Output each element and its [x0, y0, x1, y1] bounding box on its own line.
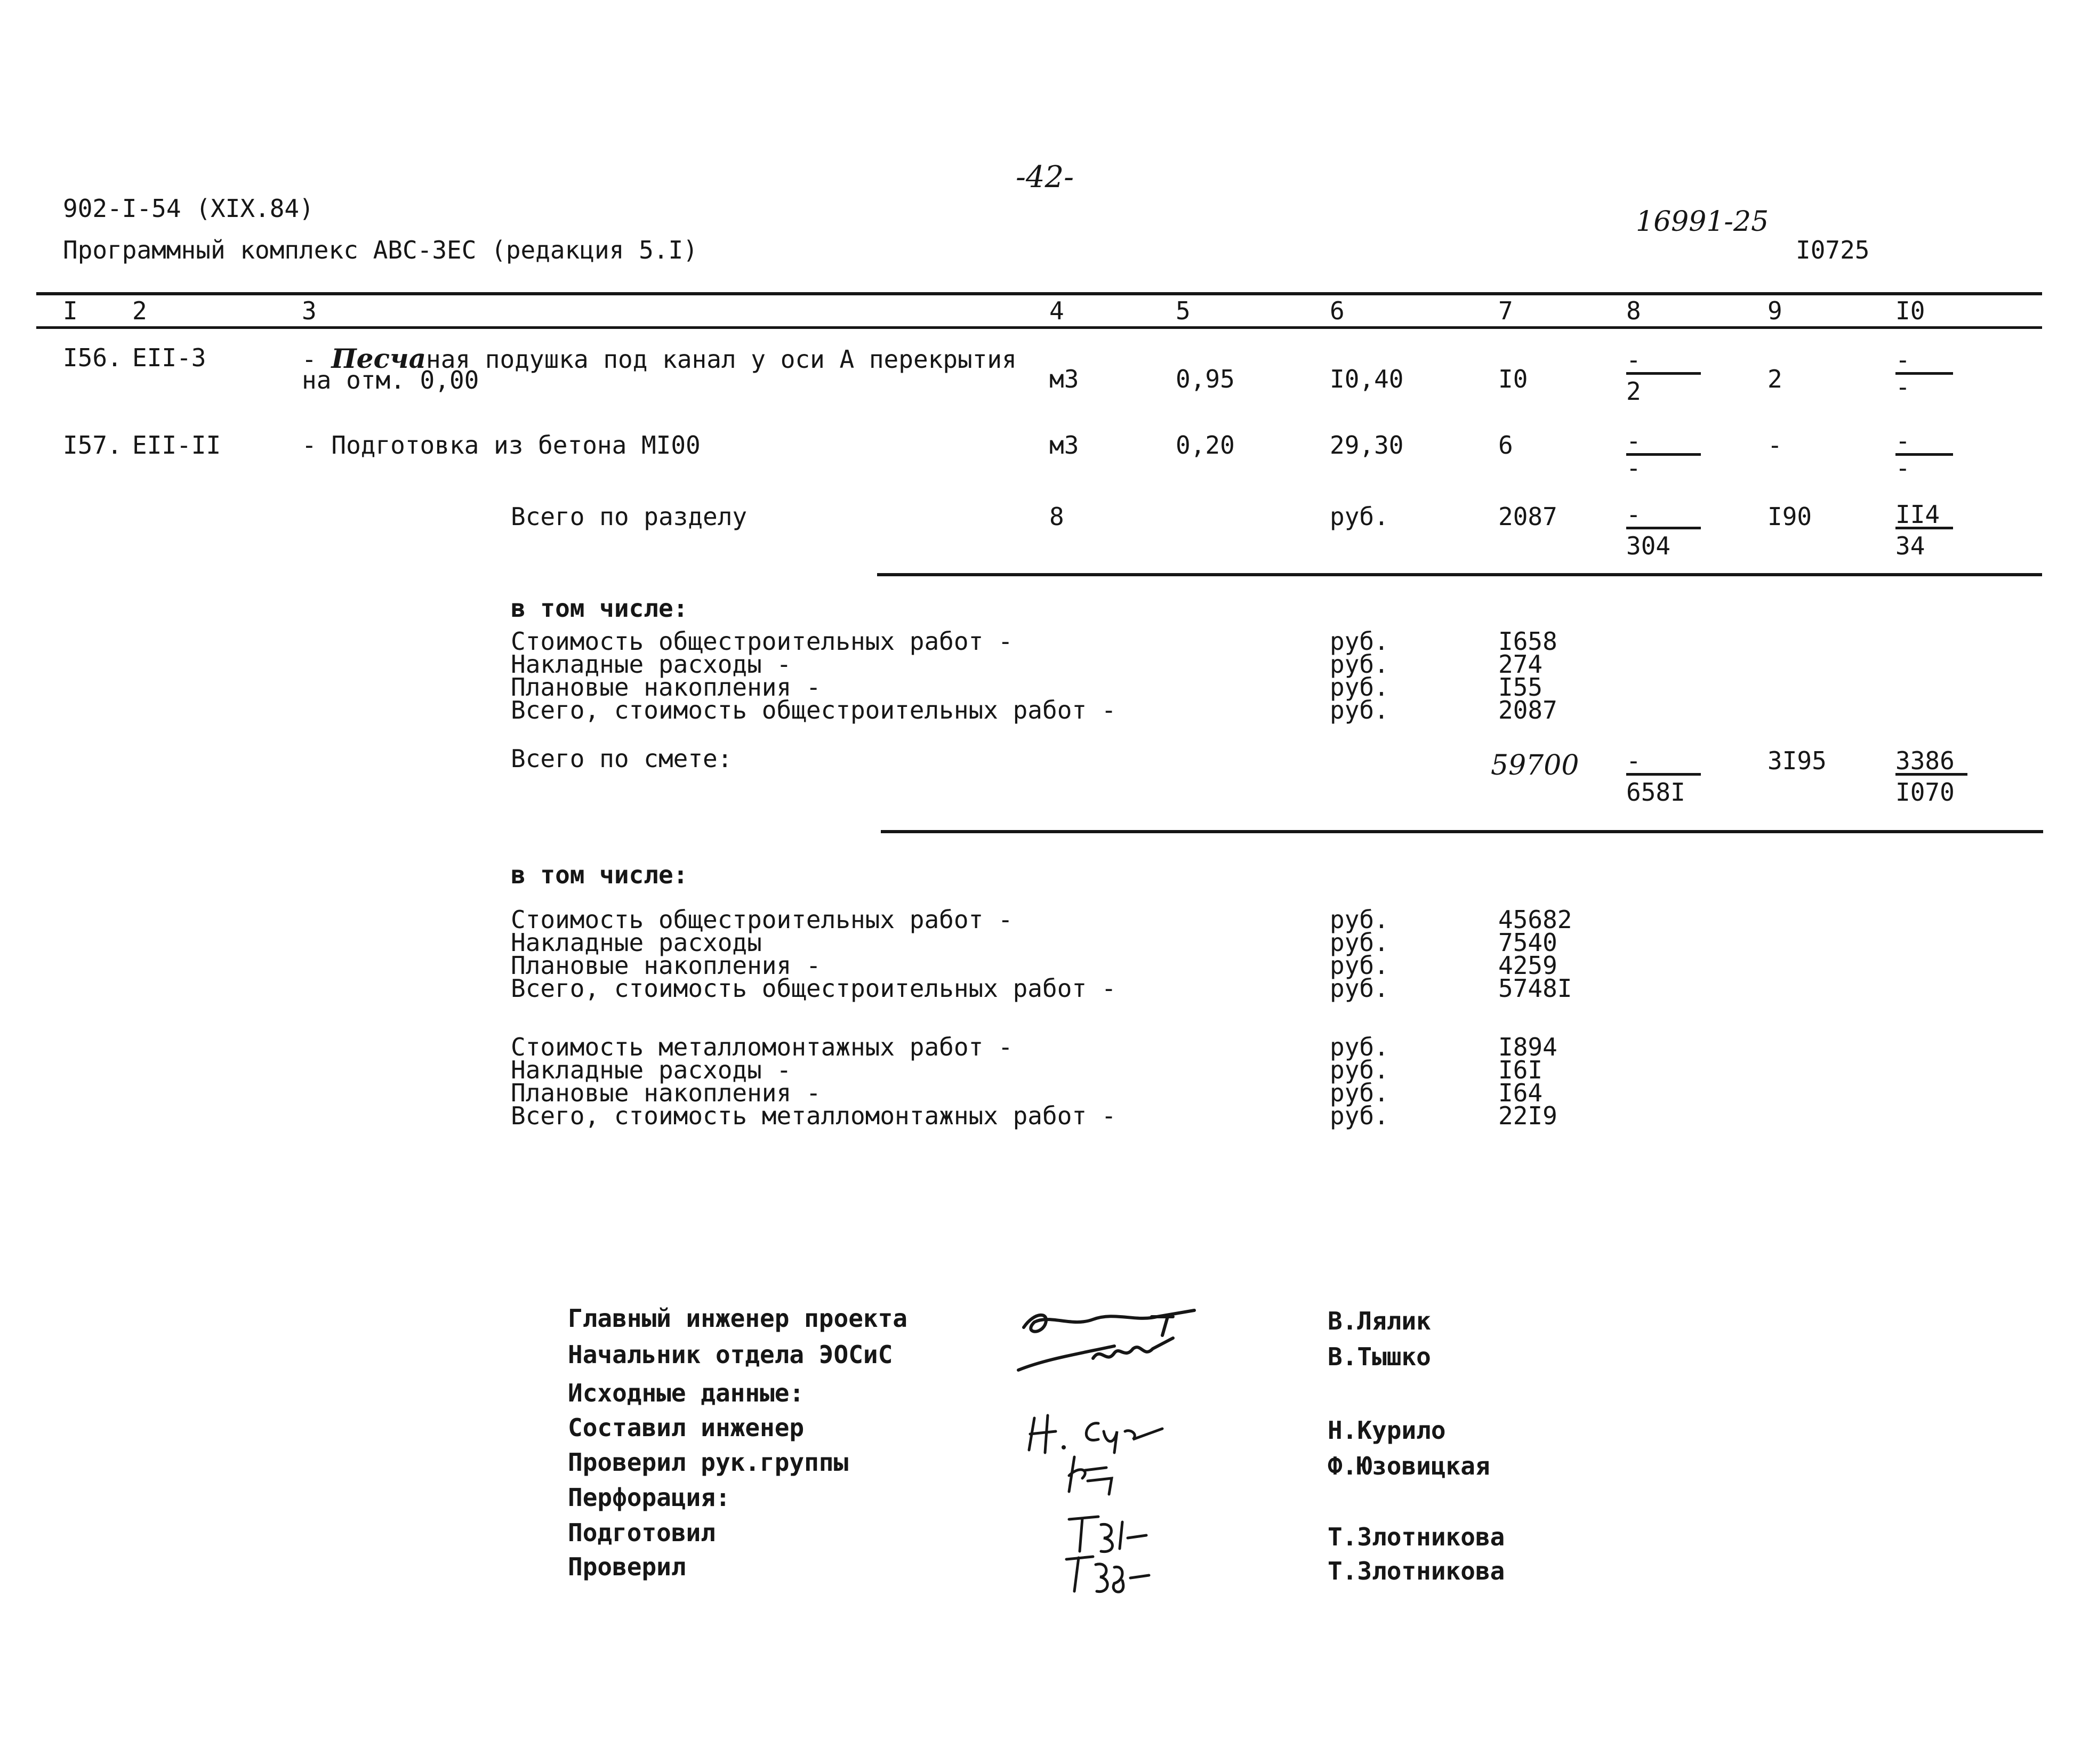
- page-number: -42-: [1016, 160, 1074, 195]
- estimate-total-rule: [881, 830, 2043, 833]
- row-unit-price: 29,30: [1330, 431, 1404, 460]
- row-col9: 2: [1767, 365, 1782, 393]
- signature-role: Перфорация:: [568, 1483, 730, 1512]
- breakdown-value: 274: [1498, 650, 1543, 679]
- signature-role: Составил инженер: [568, 1413, 805, 1442]
- breakdown-value: 22I9: [1498, 1101, 1557, 1130]
- column-header: 5: [1176, 296, 1191, 325]
- estimate-total-col8-fraction: - 658I: [1626, 748, 1701, 804]
- column-header: 4: [1049, 296, 1064, 325]
- breakdown-value: I6I: [1498, 1056, 1543, 1084]
- section-total-rule: [877, 573, 2042, 576]
- column-header: 7: [1498, 296, 1513, 325]
- breakdown-unit: руб.: [1330, 696, 1389, 724]
- document-number: I0725: [1796, 236, 1870, 264]
- estimate-breakdown-heading: в том числе:: [511, 860, 688, 889]
- breakdown-label: Всего, стоимость металломонтажных работ -: [511, 1101, 1116, 1130]
- row-quantity: 0,20: [1176, 431, 1235, 460]
- signature-name: Ф.Юзовицкая: [1328, 1452, 1490, 1480]
- row-number: I56.: [63, 343, 122, 372]
- breakdown-label: Стоимость общестроительных работ -: [511, 905, 1013, 934]
- row-description: - Песчаная подушка под канал у оси А перекрытия: [302, 343, 1017, 374]
- breakdown-unit: руб.: [1330, 905, 1389, 934]
- column-header: 3: [302, 296, 317, 325]
- breakdown-unit: руб.: [1330, 1101, 1389, 1130]
- breakdown-label: Плановые накопления -: [511, 951, 821, 980]
- breakdown-label: Всего, стоимость общестроительных работ -: [511, 974, 1116, 1003]
- signature-role: Исходные данные:: [568, 1379, 805, 1407]
- breakdown-label: Всего, стоимость общестроительных работ -: [511, 696, 1116, 724]
- breakdown-label: Плановые накопления -: [511, 673, 821, 702]
- breakdown-value: I55: [1498, 673, 1543, 702]
- row-total: I0: [1498, 365, 1528, 393]
- estimate-total-label: Всего по смете:: [511, 744, 733, 773]
- estimate-total-amount: 59700: [1491, 750, 1579, 782]
- table-header-rule: [36, 326, 2042, 329]
- estimate-total-col10-fraction: $\frac{3386}{I070}$: [1895, 748, 1967, 804]
- breakdown-unit: руб.: [1330, 1078, 1389, 1107]
- section-total-col9: I90: [1767, 502, 1812, 531]
- signature-checked-mark: [1058, 1546, 1154, 1599]
- breakdown-value: 5748I: [1498, 974, 1572, 1003]
- signature-role: Начальник отдела ЭОСиС: [568, 1340, 893, 1369]
- breakdown-unit: руб.: [1330, 673, 1389, 702]
- breakdown-value: I658: [1498, 627, 1557, 656]
- breakdown-value: 45682: [1498, 905, 1572, 934]
- row-code: EII-3: [132, 343, 206, 372]
- row-unit-price: I0,40: [1330, 365, 1404, 393]
- table-top-rule: [36, 292, 2042, 295]
- breakdown-value: 7540: [1498, 928, 1557, 957]
- column-header: I: [63, 296, 78, 325]
- section-total-col10-fraction: $\frac{II4}{34}$: [1895, 502, 1953, 558]
- breakdown-unit: руб.: [1330, 627, 1389, 656]
- signature-role: Проверил: [568, 1552, 686, 1581]
- breakdown-unit: руб.: [1330, 650, 1389, 679]
- signature-name: В.Лялик: [1328, 1307, 1431, 1335]
- row-description: - Подготовка из бетона МI00: [302, 431, 701, 460]
- stamp-number: 16991-25: [1636, 206, 1769, 238]
- breakdown-value: 4259: [1498, 951, 1557, 980]
- program-name: Программный комплекс АВС-3ЕС (редакция 5.I): [63, 236, 698, 264]
- row-col10-fraction: - -: [1895, 429, 1953, 480]
- signature-group-head-mark: [1058, 1449, 1122, 1497]
- breakdown-unit: руб.: [1330, 928, 1389, 957]
- breakdown-label: Накладные расходы -: [511, 1056, 792, 1084]
- signature-name: Н.Курило: [1328, 1416, 1446, 1445]
- row-number: I57.: [63, 431, 122, 460]
- breakdown-label: Стоимость общестроительных работ -: [511, 627, 1013, 656]
- breakdown-label: Стоимость металломонтажных работ -: [511, 1033, 1013, 1061]
- breakdown-unit: руб.: [1330, 974, 1389, 1003]
- column-header: 2: [132, 296, 147, 325]
- row-total: 6: [1498, 431, 1513, 460]
- breakdown-unit: руб.: [1330, 1056, 1389, 1084]
- signature-name: Т.Злотникова: [1328, 1523, 1505, 1551]
- breakdown-value: 2087: [1498, 696, 1557, 724]
- section-breakdown-heading: в том числе:: [511, 594, 688, 623]
- breakdown-unit: руб.: [1330, 1033, 1389, 1061]
- row-col8-fraction: - -: [1626, 429, 1701, 480]
- section-total-label: Всего по разделу: [511, 502, 748, 531]
- breakdown-label: Накладные расходы: [511, 928, 762, 957]
- row-col10-fraction: - -: [1895, 348, 1953, 399]
- signature-name: Т.Злотникова: [1328, 1557, 1505, 1585]
- row-col8-fraction: - 2: [1626, 348, 1701, 404]
- breakdown-value: I894: [1498, 1033, 1557, 1061]
- section-total-amount: 2087: [1498, 502, 1557, 531]
- signature-role: Главный инженер проекта: [568, 1304, 907, 1333]
- section-total-col4: 8: [1049, 502, 1064, 531]
- row-col9: -: [1767, 431, 1782, 460]
- row-description-line2: на отм. 0,00: [302, 366, 479, 394]
- breakdown-unit: руб.: [1330, 951, 1389, 980]
- handwritten-correction: Песча: [331, 343, 427, 374]
- breakdown-label: Накладные расходы -: [511, 650, 792, 679]
- row-quantity: 0,95: [1176, 365, 1235, 393]
- row-unit: м3: [1049, 431, 1079, 460]
- column-header: 9: [1767, 296, 1782, 325]
- signature-role: Проверил рук.группы: [568, 1448, 849, 1477]
- column-header: 8: [1626, 296, 1641, 325]
- column-header: I0: [1895, 296, 1925, 325]
- signature-name: В.Тышко: [1328, 1342, 1431, 1371]
- section-total-col8-fraction: - 304: [1626, 502, 1701, 558]
- breakdown-label: Плановые накопления -: [511, 1078, 821, 1107]
- row-unit: м3: [1049, 365, 1079, 393]
- section-total-unit: руб.: [1330, 502, 1389, 531]
- row-code: EII-II: [132, 431, 221, 460]
- estimate-total-col9: 3I95: [1767, 746, 1827, 775]
- column-header: 6: [1330, 296, 1345, 325]
- document-code: 902-I-54 (XIX.84): [63, 194, 314, 223]
- signature-role: Подготовил: [568, 1518, 716, 1547]
- breakdown-value: I64: [1498, 1078, 1543, 1107]
- signature-chief-engineer-mark: [1013, 1295, 1216, 1386]
